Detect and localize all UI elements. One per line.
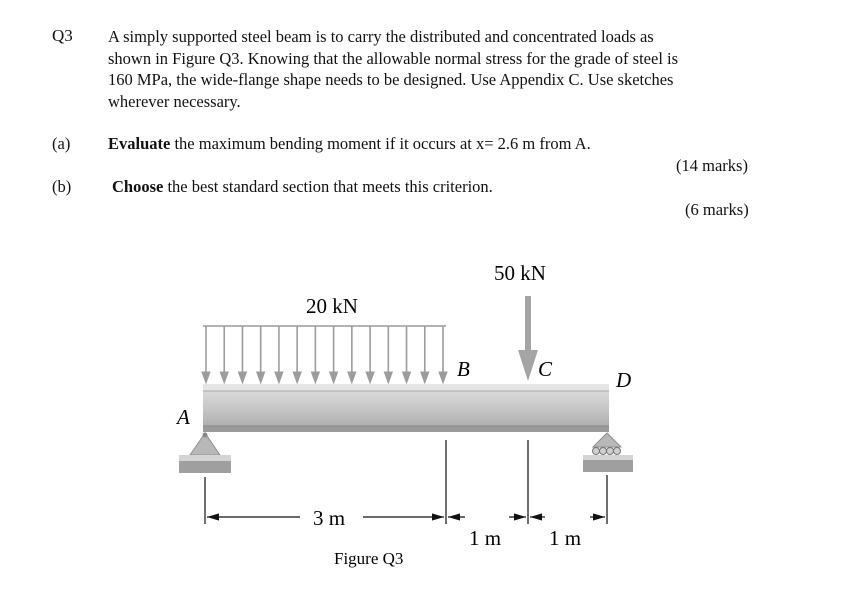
beam [203,384,609,432]
question-line: shown in Figure Q3. Knowing that the allowable normal stress for the grade of steel is [108,48,679,68]
part-a-label: (a) [52,134,71,153]
dimension-cd: 1 m [549,526,582,550]
dimension-ab: 3 m [313,506,346,530]
udl-arrow-head [366,372,374,383]
part-a-rest: the maximum bending moment if it occurs at x= 2.6 m from A. [170,134,591,153]
part-b-verb: Choose [112,177,164,196]
point-load-arrow [518,296,538,381]
pin-support-a [179,433,231,474]
point-load-label: 50 kN [494,261,546,285]
dimension-lines [205,440,607,524]
udl-arrow-head [330,372,338,383]
part-a-verb: Evaluate [108,134,171,153]
point-a-label: A [177,405,190,429]
point-b-label: B [457,357,470,381]
udl-arrow-head [257,372,265,383]
udl-arrow-head [220,372,228,383]
question-line: A simply supported steel beam is to carry the distributed and concentrated loads as [108,27,654,46]
udl-arrow-head [275,372,283,383]
udl-arrow-head [311,372,319,383]
part-b-rest: the best standard section that meets this criterion. [163,177,493,196]
udl-arrow-head [202,372,210,383]
part-b-label: (b) [52,177,72,196]
udl-arrow-head [384,372,392,383]
udl-arrow-head [403,372,411,383]
dimension-bc: 1 m [469,526,502,550]
udl-arrow-head [293,372,301,383]
udl-arrow-head [238,372,246,383]
roller-support-d [583,433,633,472]
distributed-load-label: 20 kN [306,294,358,318]
udl-arrow-head [439,372,447,383]
point-d-label: D [616,368,632,392]
udl-arrow-head [421,372,429,383]
question-line: wherever necessary. [108,91,241,111]
distributed-load [202,326,447,383]
point-c-label: C [538,357,553,381]
question-line: 160 MPa, the wide-flange shape needs to be designed. Use Appendix C. Use sketches [108,70,674,89]
figure-caption: Figure Q3 [334,549,404,568]
question-number: Q3 [52,26,73,45]
udl-arrow-head [348,372,356,383]
part-b-marks: (6 marks) [685,200,749,219]
part-a-marks: (14 marks) [676,156,748,175]
